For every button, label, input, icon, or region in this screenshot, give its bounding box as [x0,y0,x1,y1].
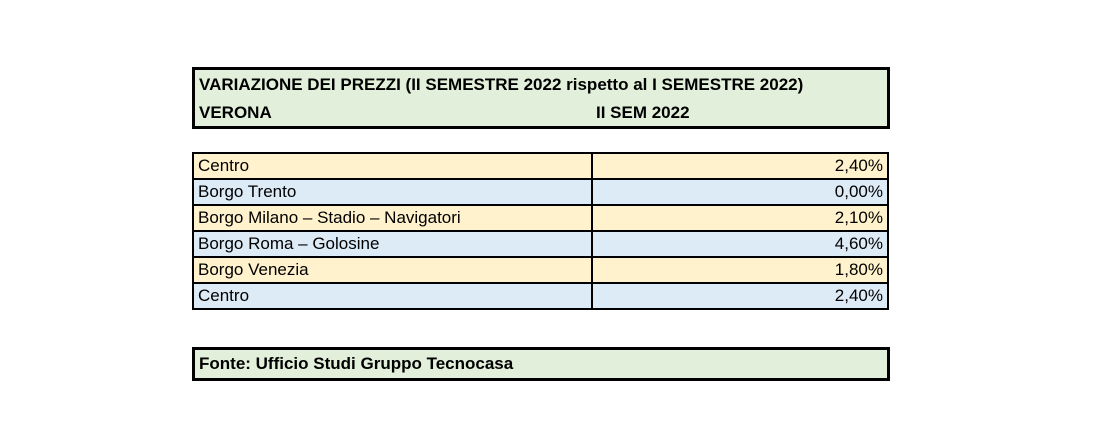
source-box [192,347,890,381]
table-header-box [192,67,890,129]
period-label: II SEM 2022 [596,103,690,122]
table-title: VARIAZIONE DEI PREZZI (II SEMESTRE 2022 rispetto al I SEMESTRE 2022) [199,75,804,94]
zone-value: 4,60% [592,231,888,257]
zone-value: 2,40% [592,283,888,309]
zone-value: 2,10% [592,205,888,231]
zone-name: Centro [193,283,592,309]
table-row [193,257,888,283]
zone-value: 0,00% [592,179,888,205]
table-row [193,153,888,179]
table-row [193,179,888,205]
table-row [193,205,888,231]
zone-name: Borgo Roma – Golosine [193,231,592,257]
zone-name: Borgo Venezia [193,257,592,283]
zone-name: Borgo Milano – Stadio – Navigatori [193,205,592,231]
table-row [193,231,888,257]
zone-value: 1,80% [592,257,888,283]
city-label: VERONA [199,103,272,122]
source-label: Fonte: Ufficio Studi Gruppo Tecnocasa [199,354,514,373]
table-row [193,283,888,309]
zone-name: Borgo Trento [193,179,592,205]
zone-value: 2,40% [592,153,888,179]
zone-name: Centro [193,153,592,179]
price-variation-table [192,152,889,310]
